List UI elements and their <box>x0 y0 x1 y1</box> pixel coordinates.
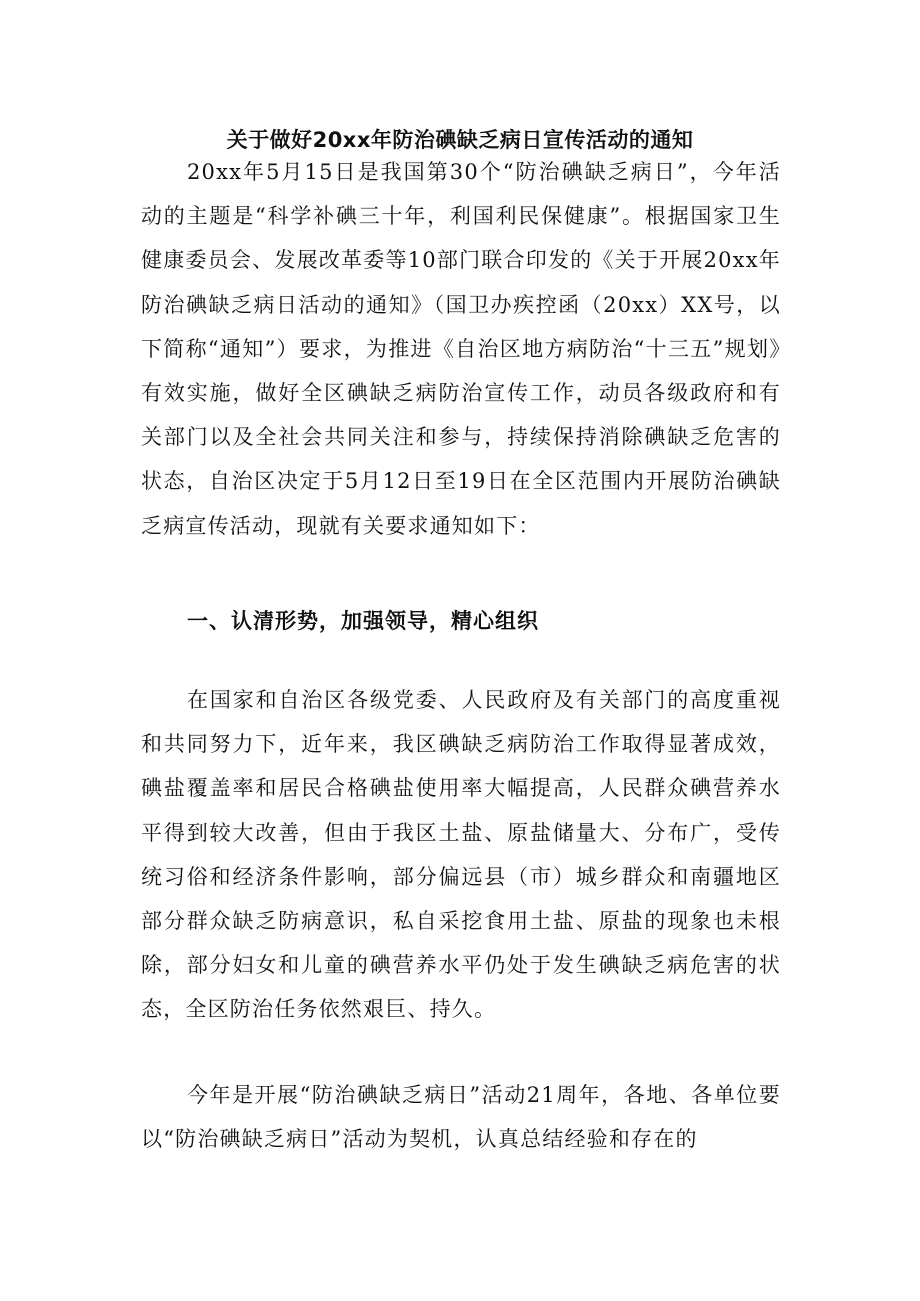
section1-paragraph-2: 今年是开展“防治碘缺乏病日”活动21周年，各地、各单位要以“防治碘缺乏病日”活动为契机，认真总结经验和存在的 <box>141 1083 781 1152</box>
section1-paragraph-1: 在国家和自治区各级党委、人民政府及有关部门的高度重视和共同努力下，近年来，我区碘缺乏病防治工作取得显著成效，碘盐覆盖率和居民合格碘盐使用率大幅提高，人民群众碘营养水平得到较大改善，但由于我区土盐、原盐储量大、分布广，受传统习俗和经济条件影响，部分偏远县（市）城乡群众和南疆地区部分群众缺乏防病意识，私自采挖食用土盐、原盐的现象也未根除，部分妇女和儿童的碘营养水平仍处于发生碘缺乏病危害的状态，全区防治任务依然艰巨、持久。 <box>141 688 781 1022</box>
intro-paragraph: 20xx年5月15日是我国第30个“防治碘缺乏病日”，今年活动的主题是“科学补碘三十年，利国利民保健康”。根据国家卫生健康委员会、发展改革委等10部门联合印发的《关于开展20xx年防治碘缺乏病日活动的通知》（国卫办疾控函（20xx）XX号，以下简称“通知”）要求，为推进《自治区地方病防治“十三五”规划》有效实施，做好全区碘缺乏病防治宣传工作，动员各级政府和有关部门以及全社会共同关注和参与，持续保持消除碘缺乏危害的状态，自治区决定于5月12日至19日在全区范围内开展防治碘缺乏病宣传活动，现就有关要求通知如下： <box>141 160 781 538</box>
document-title: 关于做好20xx年防治碘缺乏病日宣传活动的通知 <box>226 128 694 152</box>
section-heading-1: 一、认清形势，加强领导，精心组织 <box>187 609 539 633</box>
